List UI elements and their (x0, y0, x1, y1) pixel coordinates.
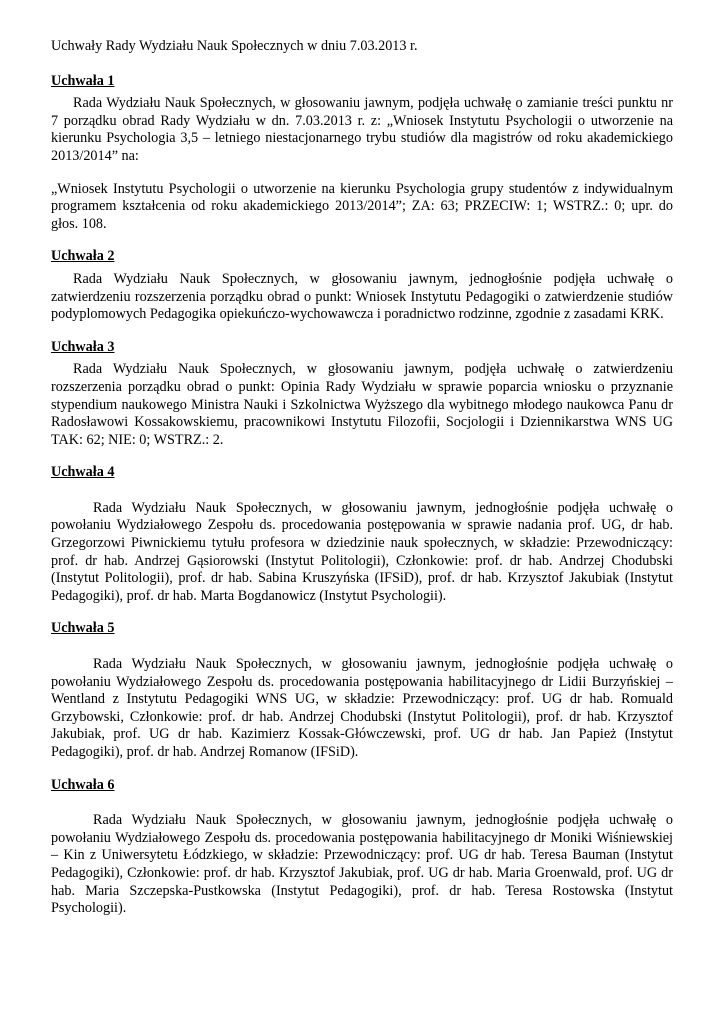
resolution-paragraph: „Wniosek Instytutu Psychologii o utworzenie na kierunku Psychologia grupy studentów z indywidualnym programem kształcenia od roku akademickiego 2013/2014”; ZA: 63; PRZECIW: 1; WSTRZ.: 0; upr. do głos. 108. (51, 180, 673, 232)
resolution-heading: Uchwała 1 (51, 72, 115, 89)
resolution-heading: Uchwała 5 (51, 620, 115, 637)
resolution-1 (51, 73, 673, 234)
resolution-paragraph: Rada Wydziału Nauk Społecznych, w głosowaniu jawnym, jednogłośnie podjęła uchwałę o powołaniu Wydziałowego Zespołu ds. procedowania postępowania w sprawie nadania prof. UG, dr hab. Grzegorzowi Piwnickiemu tytułu profesora w dziedzinie nauk społecznych, w składzie: Przewodniczący: prof. dr hab. Andrzej Gąsiorowski (Instytut Politologii), Członkowie: prof. dr hab. Andrzej Chodubski (Instytut Politologii), prof. dr hab. Sabina Kruszyńska (IFSiD), prof. dr hab. Krzysztof Jakubiak (Instytut Pedagogiki), prof. dr hab. Marta Bogdanowicz (Instytut Psychologii). (51, 499, 673, 604)
resolution-paragraph: Rada Wydziału Nauk Społecznych, w głosowaniu jawnym, jednogłośnie podjęła uchwałę o powołaniu Wydziałowego Zespołu ds. procedowania postępowania habilitacyjnego dr Lidii Burzyńskiej – Wentland z Instytutu Pedagogiki WNS UG, w składzie: Przewodniczący: prof. UG dr hab. Romuald Grzybowski, Członkowie: prof. dr hab. Andrzej Chodubski (Instytut Politologii), prof. dr hab. Krzysztof Jakubiak, prof. UG dr hab. Kazimierz Kossak-Główczewski, prof. UG dr hab. Jan Papież (Instytut Pedagogiki), prof. dr hab. Andrzej Romanow (IFSiD). (51, 656, 673, 760)
resolution-6 (51, 777, 673, 918)
resolution-heading: Uchwała 2 (51, 248, 115, 265)
resolution-2 (51, 248, 673, 323)
resolution-paragraph: Rada Wydziału Nauk Społecznych, w głosowaniu jawnym, podjęła uchwałę o zatwierdzeniu rozszerzenia porządku obrad o punkt: Opinia Rady Wydziału w sprawie poparcia wniosku o przyznanie stypendium naukowego Ministra Nauki i Szkolnictwa Wyższego dla wybitnego młodego naukowca Panu dr Radosławowi Kossakowskiemu, pracownikowi Instytutu Filozofii, Socjologii i Dziennikarstwa WNS UG TAK: 62; NIE: 0; WSTRZ.: 2. (51, 361, 673, 448)
document-page (51, 38, 673, 918)
resolution-5 (51, 620, 673, 761)
document-title: Uchwały Rady Wydziału Nauk Społecznych w dniu 7.03.2013 r. (51, 38, 418, 54)
resolution-heading: Uchwała 3 (51, 338, 115, 355)
resolution-heading: Uchwała 4 (51, 464, 115, 481)
resolution-3 (51, 339, 673, 450)
resolution-4 (51, 464, 673, 605)
resolution-paragraph: Rada Wydziału Nauk Społecznych, w głosowaniu jawnym, podjęła uchwałę o zamianie treści punktu nr 7 porządku obrad Rady Wydziału w dn. 7.03.2013 r. z: „Wniosek Instytutu Psychologii o utworzenie na kierunku Psychologia 3,5 – letniego niestacjonarnego trybu studiów dla magistrów od roku akademickiego 2013/2014” na: (51, 95, 673, 164)
resolution-paragraph: Rada Wydziału Nauk Społecznych, w głosowaniu jawnym, jednogłośnie podjęła uchwałę o powołaniu Wydziałowego Zespołu ds. procedowania postępowania habilitacyjnego dr Moniki Wiśniewskiej – Kin z Uniwersytetu Łódzkiego, w składzie: Przewodniczący: prof. UG dr hab. Teresa Bauman (Instytut Pedagogiki), Członkowie: prof. dr hab. Krzysztof Jakubiak, prof. UG dr hab. Maria Groenwald, prof. UG dr hab. Maria Szczepska-Pustkowska (Instytut Pedagogiki), prof. dr hab. Teresa Rostowska (Instytut Psychologii). (51, 812, 673, 917)
resolution-paragraph: Rada Wydziału Nauk Społecznych, w głosowaniu jawnym, jednogłośnie podjęła uchwałę o zatwierdzeniu rozszerzenia porządku obrad o punkt: Wniosek Instytutu Pedagogiki o zatwierdzenie studiów podyplomowych Pedagogika opiekuńczo-wychowawcza i poradnictwo rodzinne, zgodnie z zasadami KRK. (51, 270, 673, 323)
resolution-heading: Uchwała 6 (51, 776, 115, 793)
